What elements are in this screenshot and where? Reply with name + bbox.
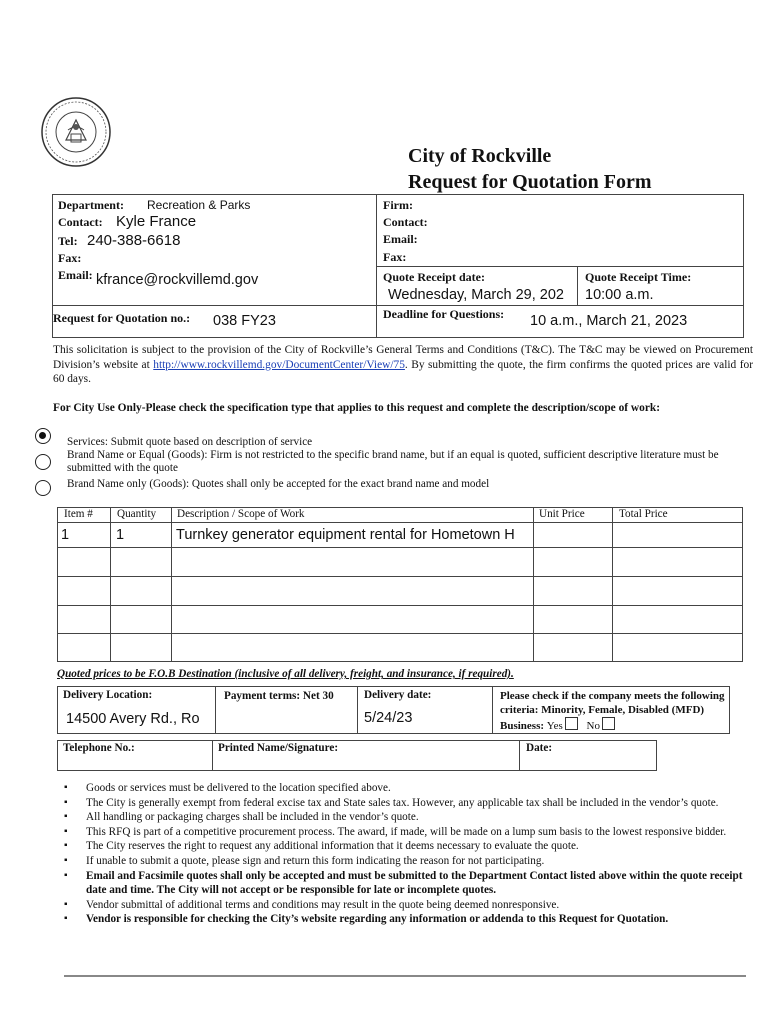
services-option-text: Services: Submit quote based on description of service <box>67 436 313 448</box>
delivery-location-value[interactable]: 14500 Avery Rd., Ro <box>66 711 200 727</box>
delivery-location-label: Delivery Location: <box>63 689 153 701</box>
bullet-item: ▪ All handling or packaging charges shall be included in the vendor’s quote. <box>64 810 754 825</box>
mfd-no-checkbox[interactable] <box>602 717 615 730</box>
delivery-date-label: Delivery date: <box>364 689 432 701</box>
mfd-yes-label: Yes <box>546 720 563 732</box>
page-title <box>408 143 652 195</box>
bullet-item: ▪ Vendor submittal of additional terms and conditions may result in the quote being deemed nonresponsive. <box>64 898 754 913</box>
bullet-item: ▪ Vendor is responsible for checking the City’s website regarding any information or addenda to this Request for Quotation. <box>64 912 754 927</box>
city-seal-logo <box>40 96 112 168</box>
contact-label: Contact: <box>58 215 103 229</box>
item-number-header: Item # <box>64 508 93 520</box>
mfd-no-label: No <box>586 720 600 732</box>
firm-contact-label: Contact: <box>383 215 428 229</box>
bullet-item: ▪ This RFQ is part of a competitive procurement process. The award, if made, will be made on a lump sum basis to the lowest responsive bidder. <box>64 825 754 840</box>
bullet-item: ▪ Goods or services must be delivered to the location specified above. <box>64 781 754 796</box>
firm-label: Firm: <box>383 198 413 212</box>
unit-price-header: Unit Price <box>539 508 585 520</box>
signature-table <box>57 740 657 771</box>
mfd-criteria-text: Please check if the company meets the following criteria: Minority, Female, Disabled (MFD) Business: <box>500 690 725 732</box>
quote-receipt-time-label: Quote Receipt Time: <box>585 270 692 284</box>
signature-label: Printed Name/Signature: <box>218 742 339 754</box>
total-price-header: Total Price <box>619 508 668 520</box>
bullet-item: ▪ The City reserves the right to request any additional information that it deems necessary to evaluate the quote. <box>64 839 754 854</box>
row1-quantity[interactable]: 1 <box>116 527 125 543</box>
signature-date-label: Date: <box>526 742 553 754</box>
email-label: Email: <box>58 268 93 282</box>
quote-receipt-date-value[interactable]: Wednesday, March 29, 202 <box>388 287 564 303</box>
bullet-item: ▪ The City is generally exempt from federal excise tax and State sales tax. However, any applicable tax shall be included in the vendor’s quote. <box>64 796 754 811</box>
terms-link[interactable]: http://www.rockvillemd.gov/DocumentCenter/View/75 <box>153 358 405 371</box>
department-value[interactable]: Recreation & Parks <box>147 198 251 212</box>
quantity-header: Quantity <box>117 508 157 520</box>
mfd-yes-checkbox[interactable] <box>565 717 578 730</box>
quote-receipt-date-label: Quote Receipt date: <box>383 270 485 284</box>
brand-or-equal-radio[interactable] <box>35 454 51 470</box>
solicitation-paragraph <box>53 343 753 387</box>
firm-email-label: Email: <box>383 232 418 246</box>
deadline-label: Deadline for Questions: <box>383 307 505 321</box>
brand-only-radio[interactable] <box>35 480 51 496</box>
delivery-date-value[interactable]: 5/24/23 <box>364 710 413 726</box>
title-line-1: City of Rockville <box>408 145 552 167</box>
terms-bullet-list <box>64 781 754 927</box>
brand-only-option-text: Brand Name only (Goods): Quotes shall only be accepted for the exact brand name and model <box>67 478 490 490</box>
firm-fax-label: Fax: <box>383 250 407 264</box>
email-value[interactable]: kfrance@rockvillemd.gov <box>96 272 259 288</box>
description-header: Description / Scope of Work <box>177 508 305 520</box>
contact-value[interactable]: Kyle France <box>116 213 197 230</box>
bullet-item: ▪ If unable to submit a quote, please sign and return this form indicating the reason for not participating. <box>64 854 754 869</box>
telephone-label: Telephone No.: <box>63 742 135 754</box>
deadline-value[interactable]: 10 a.m., March 21, 2023 <box>530 313 688 329</box>
brand-or-equal-option-text: Brand Name or Equal (Goods): Firm is not restricted to the specific brand name, but if an equal is quoted, sufficient descriptive literature must be submitted with the quote <box>67 449 719 474</box>
rfq-number-label: Request for Quotation no.: <box>53 311 191 325</box>
city-use-heading: For City Use Only-Please check the specification type that applies to this request and complete the description/scope of work: <box>53 402 661 414</box>
mfd-criteria <box>500 689 726 733</box>
tel-value[interactable]: 240-388-6618 <box>87 232 181 249</box>
footer-rule <box>64 975 746 977</box>
fob-note: Quoted prices to be F.O.B Destination (inclusive of all delivery, freight, and insurance, if required). <box>57 668 514 680</box>
services-radio[interactable] <box>35 428 51 444</box>
tel-label: Tel: <box>58 234 78 248</box>
fax-label: Fax: <box>58 251 82 265</box>
row1-description[interactable]: Turnkey generator equipment rental for Hometown H <box>176 527 515 543</box>
bullet-item: ▪ Email and Facsimile quotes shall only be accepted and must be submitted to the Department Contact listed above within the quote receipt date and time. The City will not accept or be responsible for late or incomplete quotes. <box>64 869 754 898</box>
payment-terms-label: Payment terms: Net 30 <box>224 690 334 702</box>
rfq-number-value[interactable]: 038 FY23 <box>213 313 276 329</box>
department-label: Department: <box>58 198 124 212</box>
quote-receipt-time-value[interactable]: 10:00 a.m. <box>585 287 654 303</box>
solicitation-text-2: . By submitting the quote, the firm confirms the quoted prices are valid for 60 days. <box>53 358 753 386</box>
solicitation-text-1: This solicitation is subject to the provision of the City of Rockville’s General Terms and Conditions (T&C). The T&C may be viewed on Procurement Division’s website at <box>53 344 753 371</box>
row1-item[interactable]: 1 <box>61 527 70 543</box>
title-line-2: Request for Quotation Form <box>408 171 652 193</box>
